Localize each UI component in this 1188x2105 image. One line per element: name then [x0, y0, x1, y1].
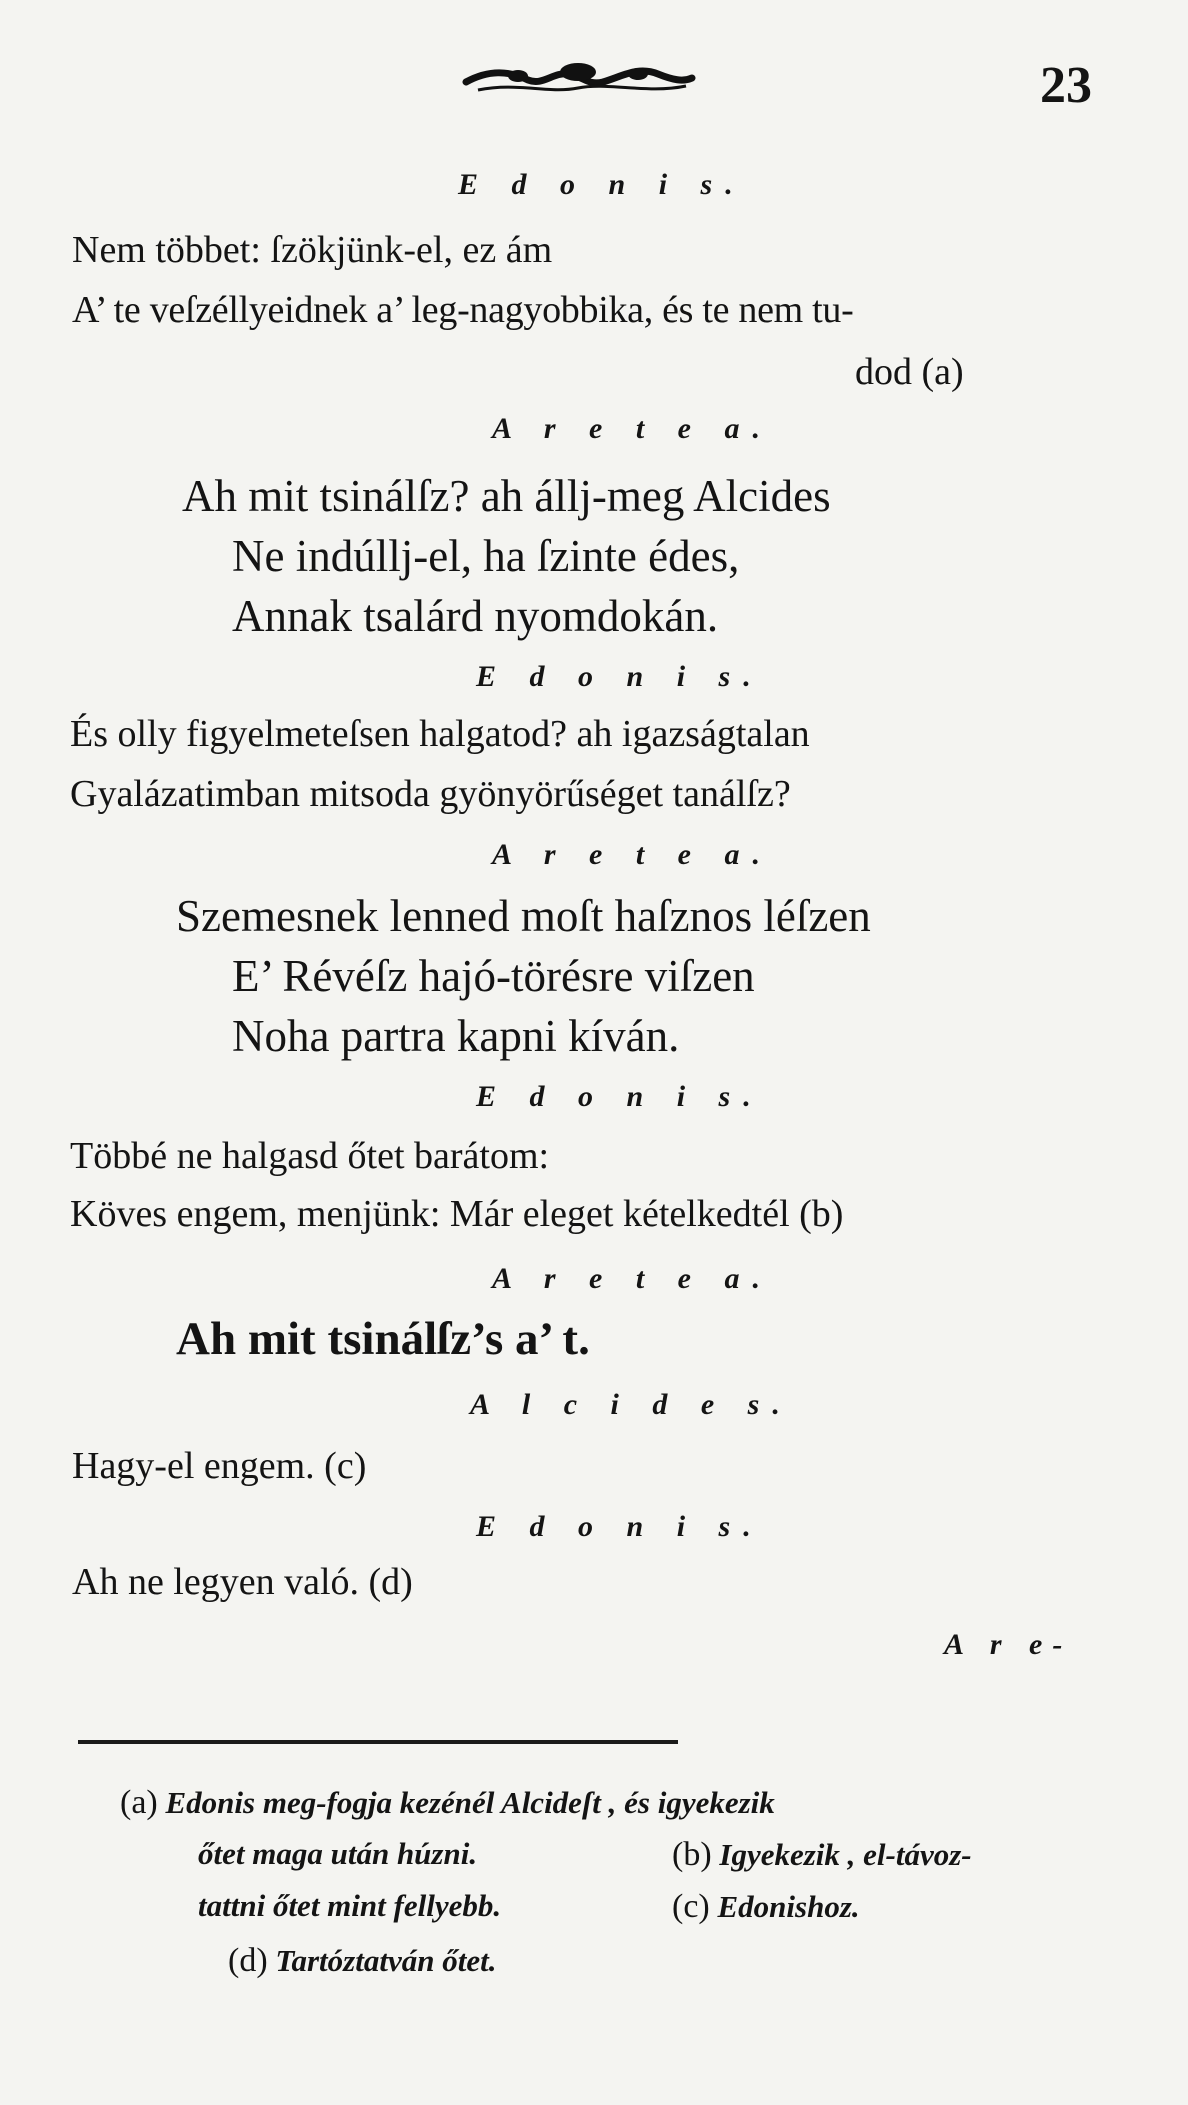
prose-line: Gyalázatimban mitsoda gyönyörűséget tanálſz? [70, 773, 791, 815]
footnote-line [198, 1836, 477, 1872]
footnote-line [228, 1942, 496, 1980]
catchword: A r e- [944, 1628, 1073, 1661]
speaker-label: A r e t e a. [492, 412, 773, 445]
prose-line: És olly figyelmeteſsen halgatod? ah igazságtalan [70, 713, 810, 755]
prose-line: Hagy-el engem. (c) [72, 1445, 367, 1487]
verse-line: Ah mit tsinálſz? ah állj-meg Alcides [182, 471, 831, 521]
footnote-mark: (b) [672, 1836, 712, 1873]
verse-line: Annak tsalárd nyomdokán. [232, 591, 719, 641]
footnote-mark: (c) [672, 1888, 710, 1925]
footnote-line [198, 1888, 501, 1924]
verse-line: Szemesnek lenned moſt haſznos léſzen [176, 891, 871, 941]
prose-line: Nem többet: ſzökjünk-el, ez ám [72, 229, 553, 271]
footnote-line [672, 1836, 972, 1874]
speaker-label: A r e t e a. [492, 838, 773, 871]
footnote-text: Edonis meg-fogja kezénél Alcideſt , és igyekezik [165, 1785, 775, 1820]
footnote-text: Tartóztatván őtet. [275, 1943, 497, 1978]
prose-line: Ah ne legyen való. (d) [72, 1561, 413, 1603]
footnote-line [120, 1784, 775, 1822]
prose-line: Többé ne halgasd őtet barátom: [70, 1135, 550, 1177]
speaker-label: E d o n i s. [476, 1510, 764, 1543]
speaker-label: E d o n i s. [476, 1080, 764, 1113]
footnote-text: Igyekezik , el-távoz- [719, 1837, 972, 1872]
footnote-line [672, 1888, 860, 1926]
footnote-mark: (d) [228, 1942, 268, 1979]
prose-line: A’ te veſzéllyeidnek a’ leg-nagyobbika, és te nem tu- [72, 289, 854, 331]
footnote-text: Edonishoz. [717, 1889, 860, 1924]
verse-line: Noha partra kapni kíván. [232, 1011, 680, 1061]
speaker-label: E d o n i s. [476, 660, 764, 693]
speaker-label: A r e t e a. [492, 1262, 773, 1295]
prose-line: Köves engem, menjünk: Már eleget kételkedtél (b) [70, 1193, 844, 1235]
page-number: 23 [1040, 57, 1092, 114]
speaker-label: E d o n i s. [458, 168, 746, 201]
speaker-label: A l c i d e s. [470, 1388, 793, 1421]
footnote-rule [78, 1740, 678, 1744]
verse-line: E’ Révéſz hajó-törésre viſzen [232, 951, 755, 1001]
prose-line: dod (a) [855, 351, 964, 393]
footnote-text: tattni őtet mint fellyebb. [198, 1888, 502, 1923]
footnote-mark: (a) [120, 1784, 158, 1821]
ornament-icon [458, 52, 698, 102]
footnote-text: őtet maga után húzni. [198, 1836, 478, 1871]
verse-line: Ah mit tsinálſz’s a’ t. [176, 1313, 590, 1365]
verse-line: Ne indúllj-el, ha ſzinte édes, [232, 531, 740, 581]
